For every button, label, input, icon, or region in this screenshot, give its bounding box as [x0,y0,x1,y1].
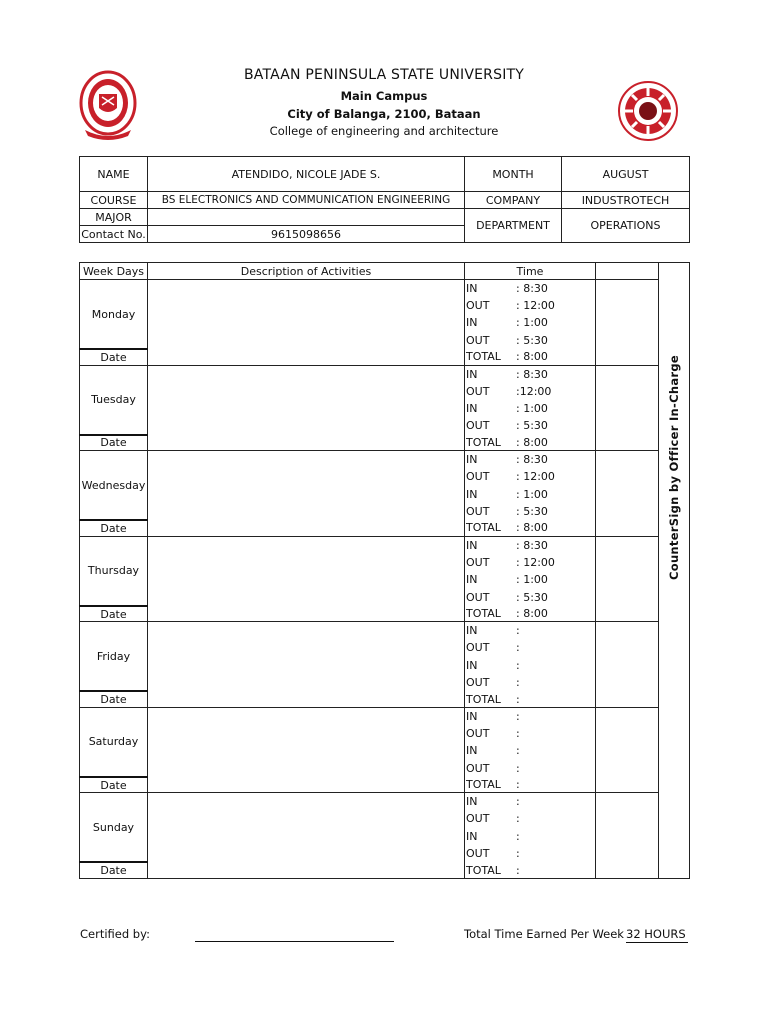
time-entry [465,365,596,382]
log-row [80,451,690,468]
time-entry-label: TOTAL [466,521,501,535]
time-entry [465,674,596,691]
time-entry-value: : 8:00 [516,607,548,620]
time-entry-label: IN [466,402,478,416]
time-entry-value: : [516,709,520,723]
name-value: ATENDIDO, NICOLE JADE S. [148,157,465,192]
day-name-cell: Tuesday [80,365,148,435]
log-row [80,365,690,382]
date-label: Date [80,435,148,451]
time-entry-value: : [516,658,520,672]
time-entry-value: : 1:00 [516,402,548,416]
time-entry-label: IN [466,453,478,467]
time-entry-value: : [516,847,520,861]
time-entry [465,639,596,656]
col-header-description: Description of Activities [148,263,465,280]
time-entry-label: OUT [466,812,490,826]
time-entry-label: IN [466,709,478,723]
time-entry-label: TOTAL [466,778,501,792]
time-entry [465,862,596,878]
time-entry [465,435,596,451]
course-value: BS ELECTRONICS AND COMMUNICATION ENGINEERING [148,192,465,209]
time-entry [465,332,596,349]
department-label: DEPARTMENT [465,209,562,243]
time-entry-value: : 5:30 [516,419,548,433]
time-entry-value: : 8:00 [516,521,548,535]
time-entry [465,691,596,707]
day-name-cell: Friday [80,622,148,692]
time-entry-label: IN [466,367,478,381]
time-entry-value: : [516,641,520,655]
time-entry-value: : 12:00 [516,299,555,313]
time-entry-value: : 8:30 [516,367,548,381]
time-entry-value: : [516,863,520,877]
time-entry-label: IN [466,829,478,843]
time-entry-value: : [516,812,520,826]
time-entry [465,297,596,314]
time-entry-label: TOTAL [466,692,501,706]
time-entry [465,400,596,417]
time-entry-label: IN [466,316,478,330]
time-entry-label: IN [466,624,478,638]
time-entry-value: :12:00 [516,384,552,398]
course-label: COURSE [80,192,148,209]
time-entry [465,451,596,468]
time-entry [465,742,596,759]
activity-description-cell[interactable] [148,622,465,708]
time-entry-label: OUT [466,299,490,313]
day-name-cell: Saturday [80,707,148,777]
time-entry [465,793,596,810]
time-entry-value: : 8:30 [516,538,548,552]
time-entry-value: : [516,744,520,758]
activity-description-cell[interactable] [148,536,465,622]
month-label: MONTH [465,157,562,192]
date-label: Date [80,691,148,707]
time-entry-label: IN [466,795,478,809]
time-entry [465,777,596,793]
time-entry-label: OUT [466,419,490,433]
time-entry-value: : 5:30 [516,504,548,518]
time-entry-label: OUT [466,504,490,518]
time-entry-label: IN [466,538,478,552]
time-entry-label: OUT [466,470,490,484]
time-entry [465,588,596,605]
day-name-cell: Thursday [80,536,148,606]
time-entry-value: : [516,778,520,792]
contact-label: Contact No. [81,227,146,241]
time-entry [465,606,596,622]
date-label: Date [80,777,148,793]
time-entry-value: : 5:30 [516,333,548,347]
time-entry-label: OUT [466,726,490,740]
time-entry [465,622,596,639]
activity-description-cell[interactable] [148,280,465,366]
time-entry-value: : 8:30 [516,453,548,467]
activity-description-cell[interactable] [148,365,465,451]
time-entry-value: : [516,692,520,706]
time-entry-value: : [516,624,520,638]
time-entry [465,520,596,536]
time-entry-label: IN [466,658,478,672]
total-time-label: Total Time Earned Per Week [464,927,624,941]
time-entry [465,468,596,485]
time-entry-value: : 8:00 [516,435,548,449]
city-address: City of Balanga, 2100, Bataan [287,107,481,121]
company-label: COMPANY [465,192,562,209]
company-value: INDUSTROTECH [562,192,690,209]
time-entry-value: : [516,761,520,775]
time-entry-value: : 12:00 [516,470,555,484]
day-name-cell: Monday [80,280,148,350]
time-entry-label: TOTAL [466,435,501,449]
blank-cell [596,536,659,622]
university-seal-icon [79,70,137,142]
department-value: OPERATIONS [562,209,690,243]
time-entry-value: : [516,676,520,690]
col-header-blank [596,263,659,280]
date-label: Date [80,862,148,878]
time-entry-label: OUT [466,676,490,690]
day-name-cell: Wednesday [80,451,148,521]
college-name: College of engineering and architecture [269,124,499,138]
time-entry-value: : [516,726,520,740]
student-info-table [79,156,690,243]
college-seal-icon [617,78,679,144]
time-entry-value: : 1:00 [516,573,548,587]
time-entry-value: : [516,795,520,809]
blank-cell [596,451,659,537]
countersign-label: CounterSign by Officer In-Charge [667,355,681,581]
campus-name: Main Campus [340,89,428,103]
time-entry-value: : 8:30 [516,281,548,295]
time-entry-label: OUT [466,384,490,398]
col-header-time: Time [465,263,596,280]
date-label: Date [80,349,148,365]
time-entry [465,349,596,365]
month-value: AUGUST [562,157,690,192]
time-entry [465,810,596,827]
time-entry [465,725,596,742]
certified-by-label: Certified by: [80,927,150,941]
time-entry-value: : [516,829,520,843]
time-entry-label: OUT [466,555,490,569]
day-name-cell: Sunday [80,793,148,863]
blank-cell [596,622,659,708]
activity-description-cell[interactable] [148,707,465,793]
countersign-column [659,263,690,879]
time-entry-value: : 5:30 [516,590,548,604]
time-entry-label: IN [466,487,478,501]
time-entry [465,382,596,399]
log-row [80,536,690,553]
time-entry [465,828,596,845]
major-label: MAJOR [80,209,148,226]
time-entry [465,571,596,588]
time-entry-value: : 1:00 [516,487,548,501]
signature-line[interactable] [195,941,394,942]
col-header-week-days: Week Days [80,263,148,280]
date-label: Date [80,520,148,536]
time-entry-label: OUT [466,641,490,655]
total-time-value: 32 HOURS [626,927,688,943]
log-row [80,707,690,724]
log-row [80,622,690,639]
blank-cell [596,365,659,451]
time-entry [465,485,596,502]
time-entry [465,314,596,331]
time-entry [465,417,596,434]
activity-description-cell[interactable] [148,451,465,537]
time-entry-value: : 12:00 [516,555,555,569]
time-entry-label: IN [466,281,478,295]
log-row [80,793,690,810]
time-entry-label: OUT [466,333,490,347]
blank-cell [596,793,659,879]
date-label: Date [80,606,148,622]
time-entry-label: TOTAL [466,350,501,364]
time-entry-label: OUT [466,590,490,604]
time-entry-label: IN [466,744,478,758]
time-entry-value: : 1:00 [516,316,548,330]
time-entry-label: IN [466,573,478,587]
time-entry [465,280,596,297]
time-entry-label: OUT [466,761,490,775]
time-entry [465,759,596,776]
weekly-log-table [79,262,690,879]
time-entry [465,503,596,520]
blank-cell [596,280,659,366]
time-entry [465,845,596,862]
time-entry [465,657,596,674]
major-value [148,209,465,226]
log-row [80,280,690,297]
time-entry [465,536,596,553]
contact-value: 9615098656 [148,226,465,243]
blank-cell [596,707,659,793]
name-label: NAME [80,157,148,192]
time-entry [465,707,596,724]
time-entry-label: TOTAL [466,607,501,620]
university-name: BATAAN PENINSULA STATE UNIVERSITY [243,67,525,83]
time-entry-label: OUT [466,847,490,861]
time-entry-value: : 8:00 [516,350,548,364]
time-entry [465,554,596,571]
activity-description-cell[interactable] [148,793,465,879]
time-entry-label: TOTAL [466,863,501,877]
